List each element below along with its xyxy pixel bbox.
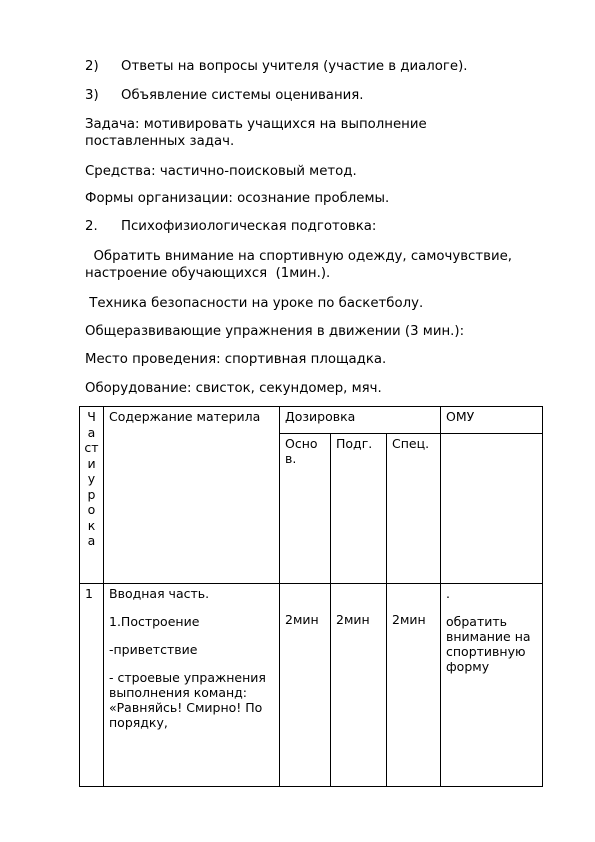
list-item-3-number: 3) xyxy=(85,88,99,103)
omu-subheader-empty xyxy=(441,434,543,584)
row-content xyxy=(104,584,280,787)
podg-value: 2мин xyxy=(331,584,387,787)
section-2-heading xyxy=(85,218,555,235)
dosage-header: Дозировка xyxy=(280,407,441,434)
list-item-2 xyxy=(85,58,555,75)
content-header: Содержание материла xyxy=(104,407,280,584)
spec-value: 2мин xyxy=(387,584,441,787)
formation-text: 1.Построение xyxy=(109,614,200,629)
omu-dot: . xyxy=(446,586,450,601)
place-paragraph: Место проведения: спортивная площадка. xyxy=(85,352,387,367)
omu-value xyxy=(441,584,543,787)
omu-header: ОМУ xyxy=(441,407,543,434)
osnov-header: Осно в. xyxy=(280,434,331,584)
lesson-table xyxy=(79,406,543,787)
exercises-paragraph: Общеразвивающие упражнения в движении (3 мин.): xyxy=(85,324,465,339)
section-2-number: 2. xyxy=(85,219,98,234)
list-item-2-text: Ответы на вопросы учителя (участие в диалоге). xyxy=(121,59,468,74)
omu-text: обратить внимание на спортивную форму xyxy=(446,614,531,674)
lesson-part-header: Ч а ст и у р о к а xyxy=(80,407,104,584)
podg-header: Подг. xyxy=(331,434,387,584)
forms-paragraph: Формы организации: осознание проблемы. xyxy=(85,191,390,206)
table-row xyxy=(80,584,543,787)
task-paragraph: Задача: мотивировать учащихся на выполнение поставленных задач. xyxy=(85,117,427,149)
row-number: 1 xyxy=(80,584,104,787)
osnov-value: 2мин xyxy=(280,584,331,787)
equipment-paragraph: Оборудование: свисток, секундомер, мяч. xyxy=(85,381,382,396)
safety-paragraph: Техника безопасности на уроке по баскетболу. xyxy=(85,296,424,311)
attention-paragraph: Обратить внимание на спортивную одежду, самочувствие, настроение обучающихся (1мин.). xyxy=(85,249,517,281)
table-header-row xyxy=(80,407,543,434)
greeting-text: -приветствие xyxy=(109,642,198,657)
drill-exercises-text: - строевые упражнения выполнения команд: «Равняйсь! Смирно! По порядку, xyxy=(109,670,266,730)
list-item-3-text: Объявление системы оценивания. xyxy=(121,88,364,103)
list-item-2-number: 2) xyxy=(85,59,99,74)
spec-header: Спец. xyxy=(387,434,441,584)
intro-part-text: Вводная часть. xyxy=(109,586,210,601)
section-2-text: Психофизиологическая подготовка: xyxy=(121,219,377,234)
list-item-3 xyxy=(85,87,555,104)
means-paragraph: Средства: частично-поисковый метод. xyxy=(85,164,357,179)
